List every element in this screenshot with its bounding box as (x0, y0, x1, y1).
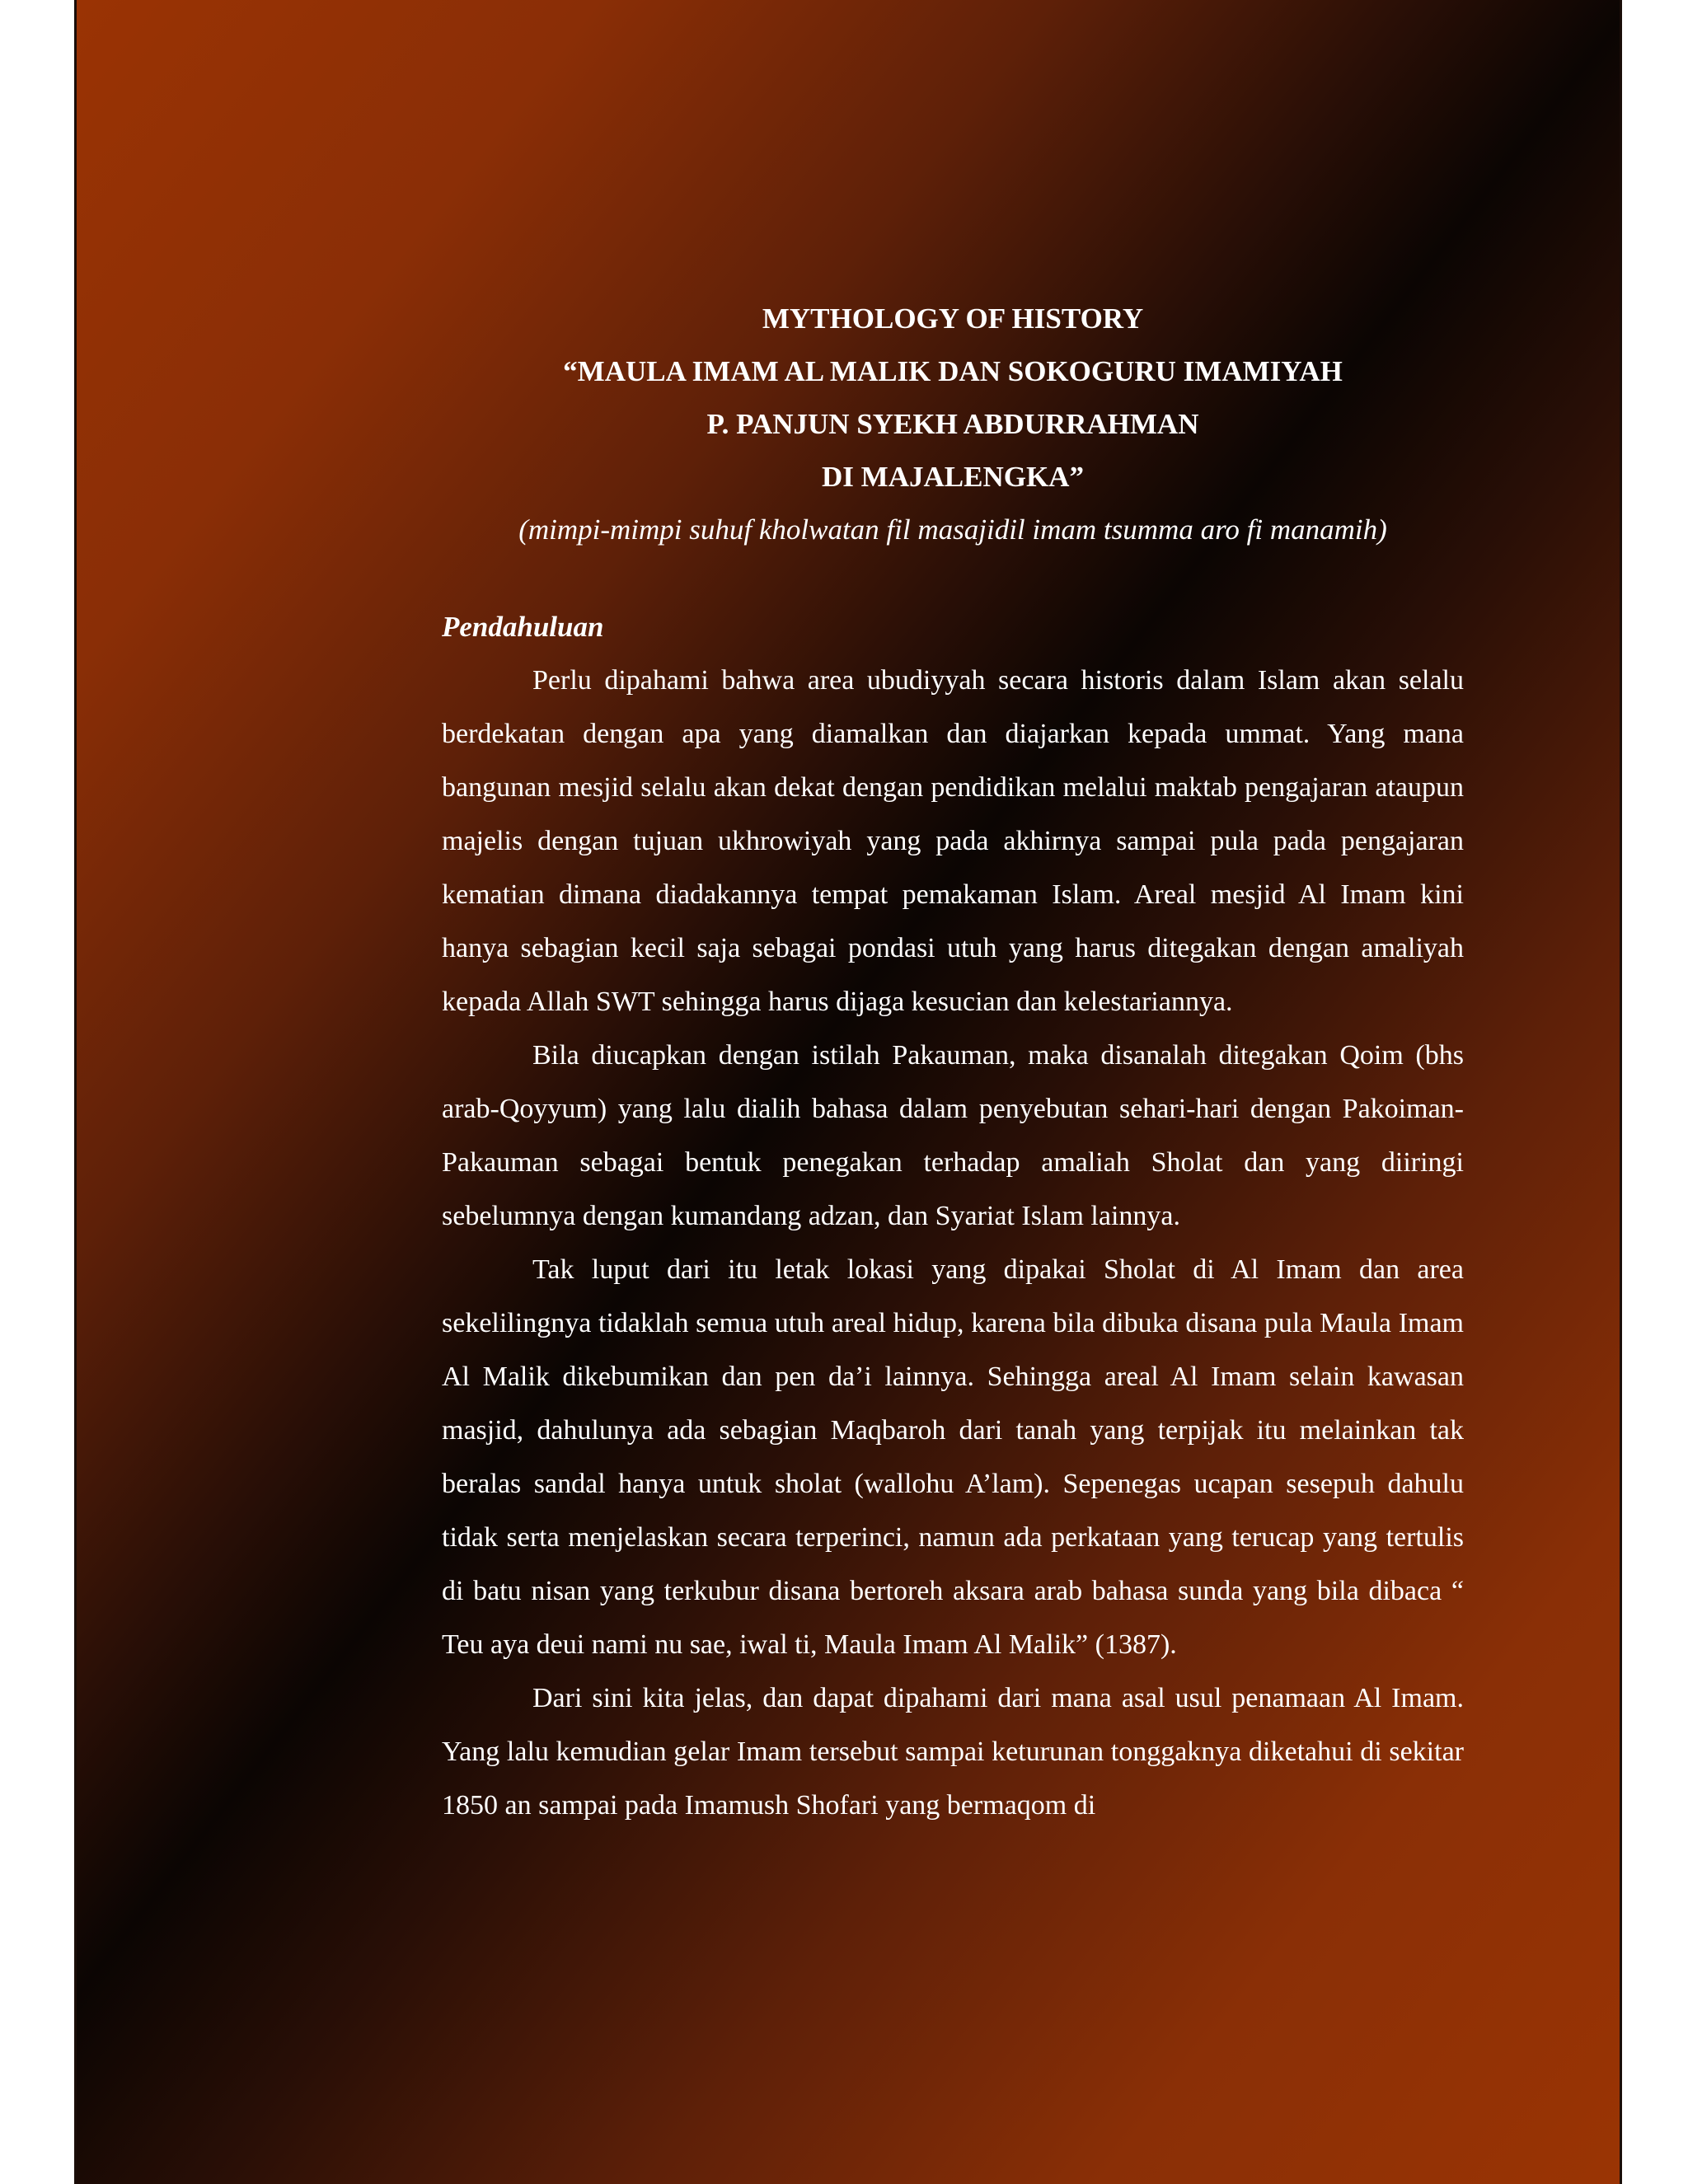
document-page (74, 0, 1622, 2184)
title-line: DI MAJALENGKA” (822, 461, 1084, 493)
document-title (442, 293, 1464, 504)
page-content (442, 293, 1464, 1832)
title-line: “MAULA IMAM AL MALIK DAN SOKOGURU IMAMIYAH (563, 355, 1343, 387)
title-line: P. PANJUN SYEKH ABDURRAHMAN (706, 408, 1199, 440)
document-subtitle: (mimpi-mimpi suhuf kholwatan fil masajidil imam tsumma aro fi manamih) (518, 513, 1387, 546)
section-heading: Pendahuluan (442, 611, 604, 643)
paragraph: Perlu dipahami bahwa area ubudiyyah secara historis dalam Islam akan selalu berdekatan dengan apa yang diamalkan dan diajarkan kepada ummat. Yang mana bangunan mesjid selalu akan dekat dengan pendidikan melalui maktab pengajaran ataupun majelis dengan tujuan ukhrowiyah yang pada akhirnya sampai pula pada pengajaran kematian dimana diadakannya tempat pemakaman Islam. Areal mesjid Al Imam kini hanya sebagian kecil saja sebagai pondasi utuh yang harus ditegakan dengan amaliyah kepada Allah SWT sehingga harus dijaga kesucian dan kelestariannya. (442, 665, 1464, 1017)
paragraph: Tak luput dari itu letak lokasi yang dipakai Sholat di Al Imam dan area sekelilingnya tidaklah semua utuh areal hidup, karena bila dibuka disana pula Maula Imam Al Malik dikebumikan dan pen da’i lainnya. Sehingga areal Al Imam selain kawasan masjid, dahulunya ada sebagian Maqbaroh dari tanah yang terpijak itu melainkan tak beralas sandal hanya untuk sholat (wallohu A’lam). Sepenegas ucapan sesepuh dahulu tidak serta menjelaskan secara terperinci, namun ada perkataan yang terucap yang tertulis di batu nisan yang terkubur disana bertoreh aksara arab bahasa sunda yang bila dibaca “ Teu aya deui nami nu sae, iwal ti, Maula Imam Al Malik” (1387). (442, 1254, 1464, 1660)
paragraph: Bila diucapkan dengan istilah Pakauman, maka disanalah ditegakan Qoim (bhs arab-Qoyyum) yang lalu dialih bahasa dalam penyebutan sehari-hari dengan Pakoiman-Pakauman sebagai bentuk penegakan terhadap amaliah Sholat dan yang diiringi sebelumnya dengan kumandang adzan, dan Syariat Islam lainnya. (442, 1040, 1464, 1231)
title-line: MYTHOLOGY OF HISTORY (762, 302, 1144, 335)
paragraph: Dari sini kita jelas, dan dapat dipahami dari mana asal usul penamaan Al Imam. Yang lalu kemudian gelar Imam tersebut sampai keturunan tonggaknya diketahui di sekitar 1850 an sampai pada Imamush Shofari yang bermaqom di (442, 1683, 1464, 1821)
